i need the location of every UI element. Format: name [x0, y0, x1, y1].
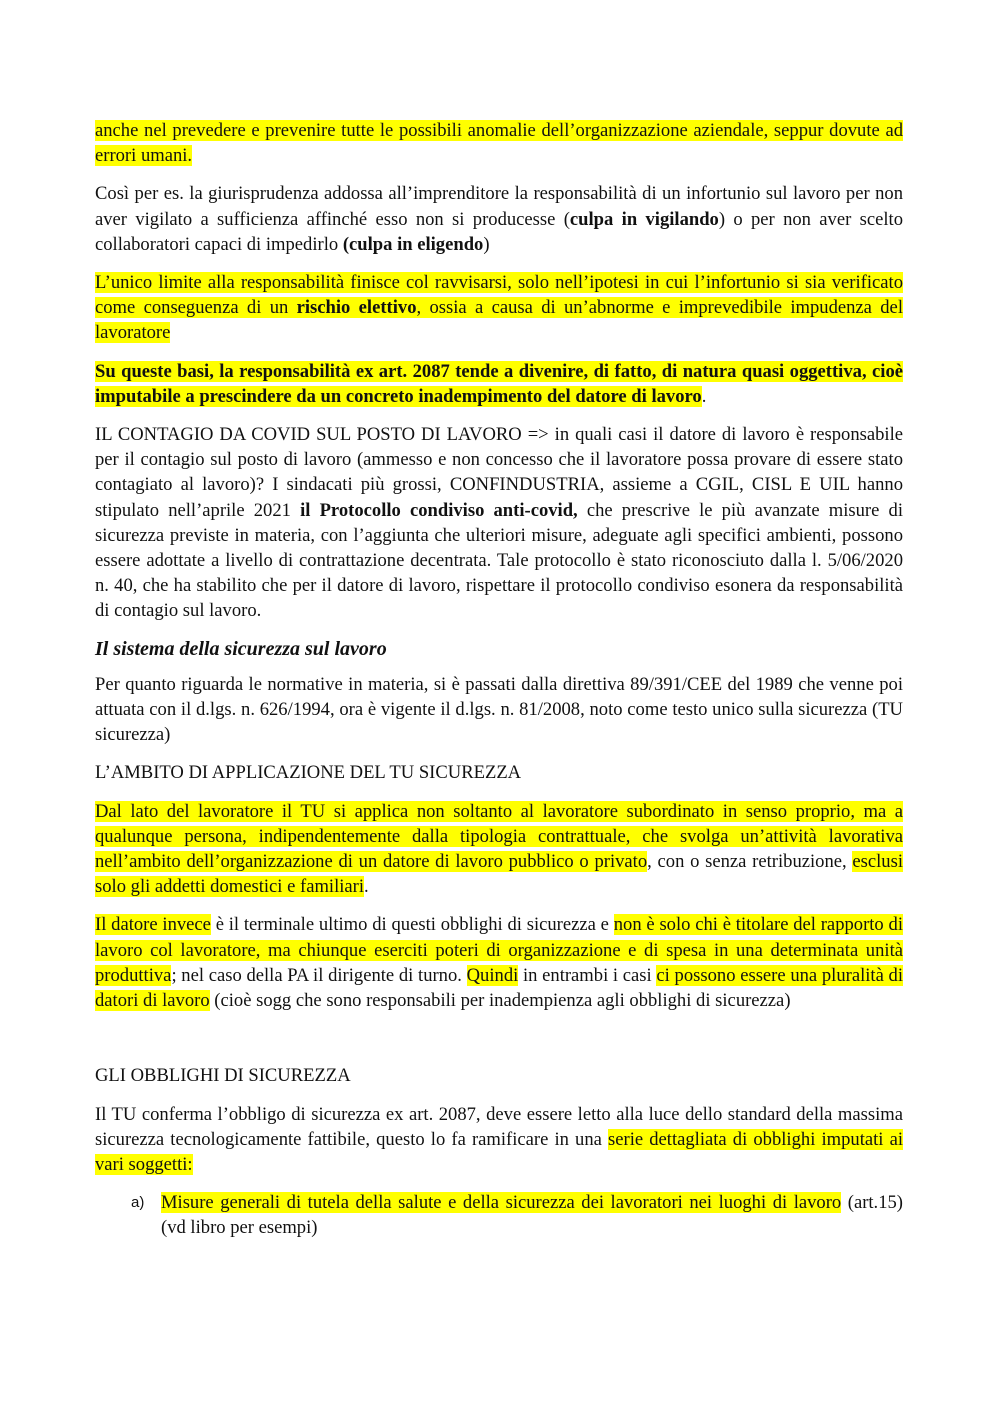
heading-ambito: L’AMBITO DI APPLICAZIONE DEL TU SICUREZZA [95, 762, 522, 784]
paragraph-normative: Per quanto riguarda le normative in materia, si è passati dalla direttiva 89/391/CEE del 1989 che venne poi attuata con il d.lgs. n. 626/1994, ora è vigente il d.lgs. n. 81/2008, noto come testo unico sulla sicurezza (TU sicurezza) [95, 673, 903, 746]
paragraph-responsabilita-oggettiva: Su queste basi, la responsabilità ex art. 2087 tende a divenire, di fatto, di natura quasi oggettiva, cioè imputabile a prescindere da un concreto inadempimento del datore di lavoro. [95, 360, 903, 407]
paragraph-lavoratore: Dal lato del lavoratore il TU si applica non soltanto al lavoratore subordinato in senso proprio, ma a qualunque persona, indipendentemente dalla tipologia contrattuale, che svolga un’attività lavorativa nell’ambito dell’organizzazione di un datore di lavoro pubblico o privato, con o senza retribuzione, esclusi solo gli addetti domestici e familiari. [95, 800, 903, 898]
paragraph-contagio-covid: IL CONTAGIO DA COVID SUL POSTO DI LAVORO => in quali casi il datore di lavoro è responsabile per il contagio sul posto di lavoro (ammesso e non concesso che il lavoratore possa provare di essere stato contagiato al lavoro)? I sindacati più grossi, CONFINDUSTRIA, assieme a CGIL, CISL E UIL hanno stipulato nell’aprile 2021 il Protocollo condiviso anti-covid, che prescrive le più avanzate misure di sicurezza previste in materia, con l’aggiunta che ulteriori misure, adeguate agli specifici ambienti, possono essere adottate a livello di contrattazione decentrata. Tale protocollo è stato riconosciuto dalla l. 5/06/2020 n. 40, che ha stabilito che per il datore di lavoro, rispettare il protocollo condiviso esonera da responsabilità di contagio sul lavoro. [95, 424, 903, 622]
vertical-gap [95, 1026, 903, 1063]
heading-obblighi: GLI OBBLIGHI DI SICUREZZA [95, 1065, 351, 1087]
list-item-a [131, 1190, 903, 1240]
list-marker: a) [131, 1194, 145, 1212]
paragraph-datore: Il datore invece è il terminale ultimo di questi obblighi di sicurezza e non è solo chi è titolare del rapporto di lavoro col lavoratore, ma chiunque eserciti poteri di organizzazione e di spesa in una determinata unità produttiva; nel caso della PA il dirigente di turno. Quindi in entrambi i casi ci possono essere una pluralità di datori di lavoro (cioè sogg che sono responsabili per inadempienza agli obblighi di sicurezza) [95, 914, 903, 1012]
list-item-text: Misure generali di tutela della salute e della sicurezza dei lavoratori nei luoghi di lavoro (art.15) (vd libro per esempi) [161, 1192, 903, 1239]
section-title: Il sistema della sicurezza sul lavoro [95, 637, 387, 660]
paragraph-rischio-elettivo: L’unico limite alla responsabilità finisce col ravvisarsi, solo nell’ipotesi in cui l’infortunio si sia verificato come conseguenza di un rischio elettivo, ossia a causa di un’abnorme e imprevedibile impudenza del lavoratore [95, 272, 903, 344]
paragraph-anomalie: anche nel prevedere e prevenire tutte le possibili anomalie dell’organizzazione aziendale, seppur dovute ad errori umani. [95, 120, 903, 167]
paragraph-culpa: Così per es. la giurisprudenza addossa all’imprenditore la responsabilità di un infortunio sul lavoro per non aver vigilato a sufficienza affinché esso non si producesse (culpa in vigilando) o per non aver scelto collaboratori capaci di impedirlo (culpa in eligendo) [95, 183, 903, 255]
document-page [95, 118, 903, 1241]
paragraph-tu-conferma: Il TU conferma l’obbligo di sicurezza ex art. 2087, deve essere letto alla luce dello standard della massima sicurezza tecnologicamente fattibile, questo lo fa ramificare in una serie dettagliata di obblighi imputati ai vari soggetti: [95, 1103, 904, 1175]
